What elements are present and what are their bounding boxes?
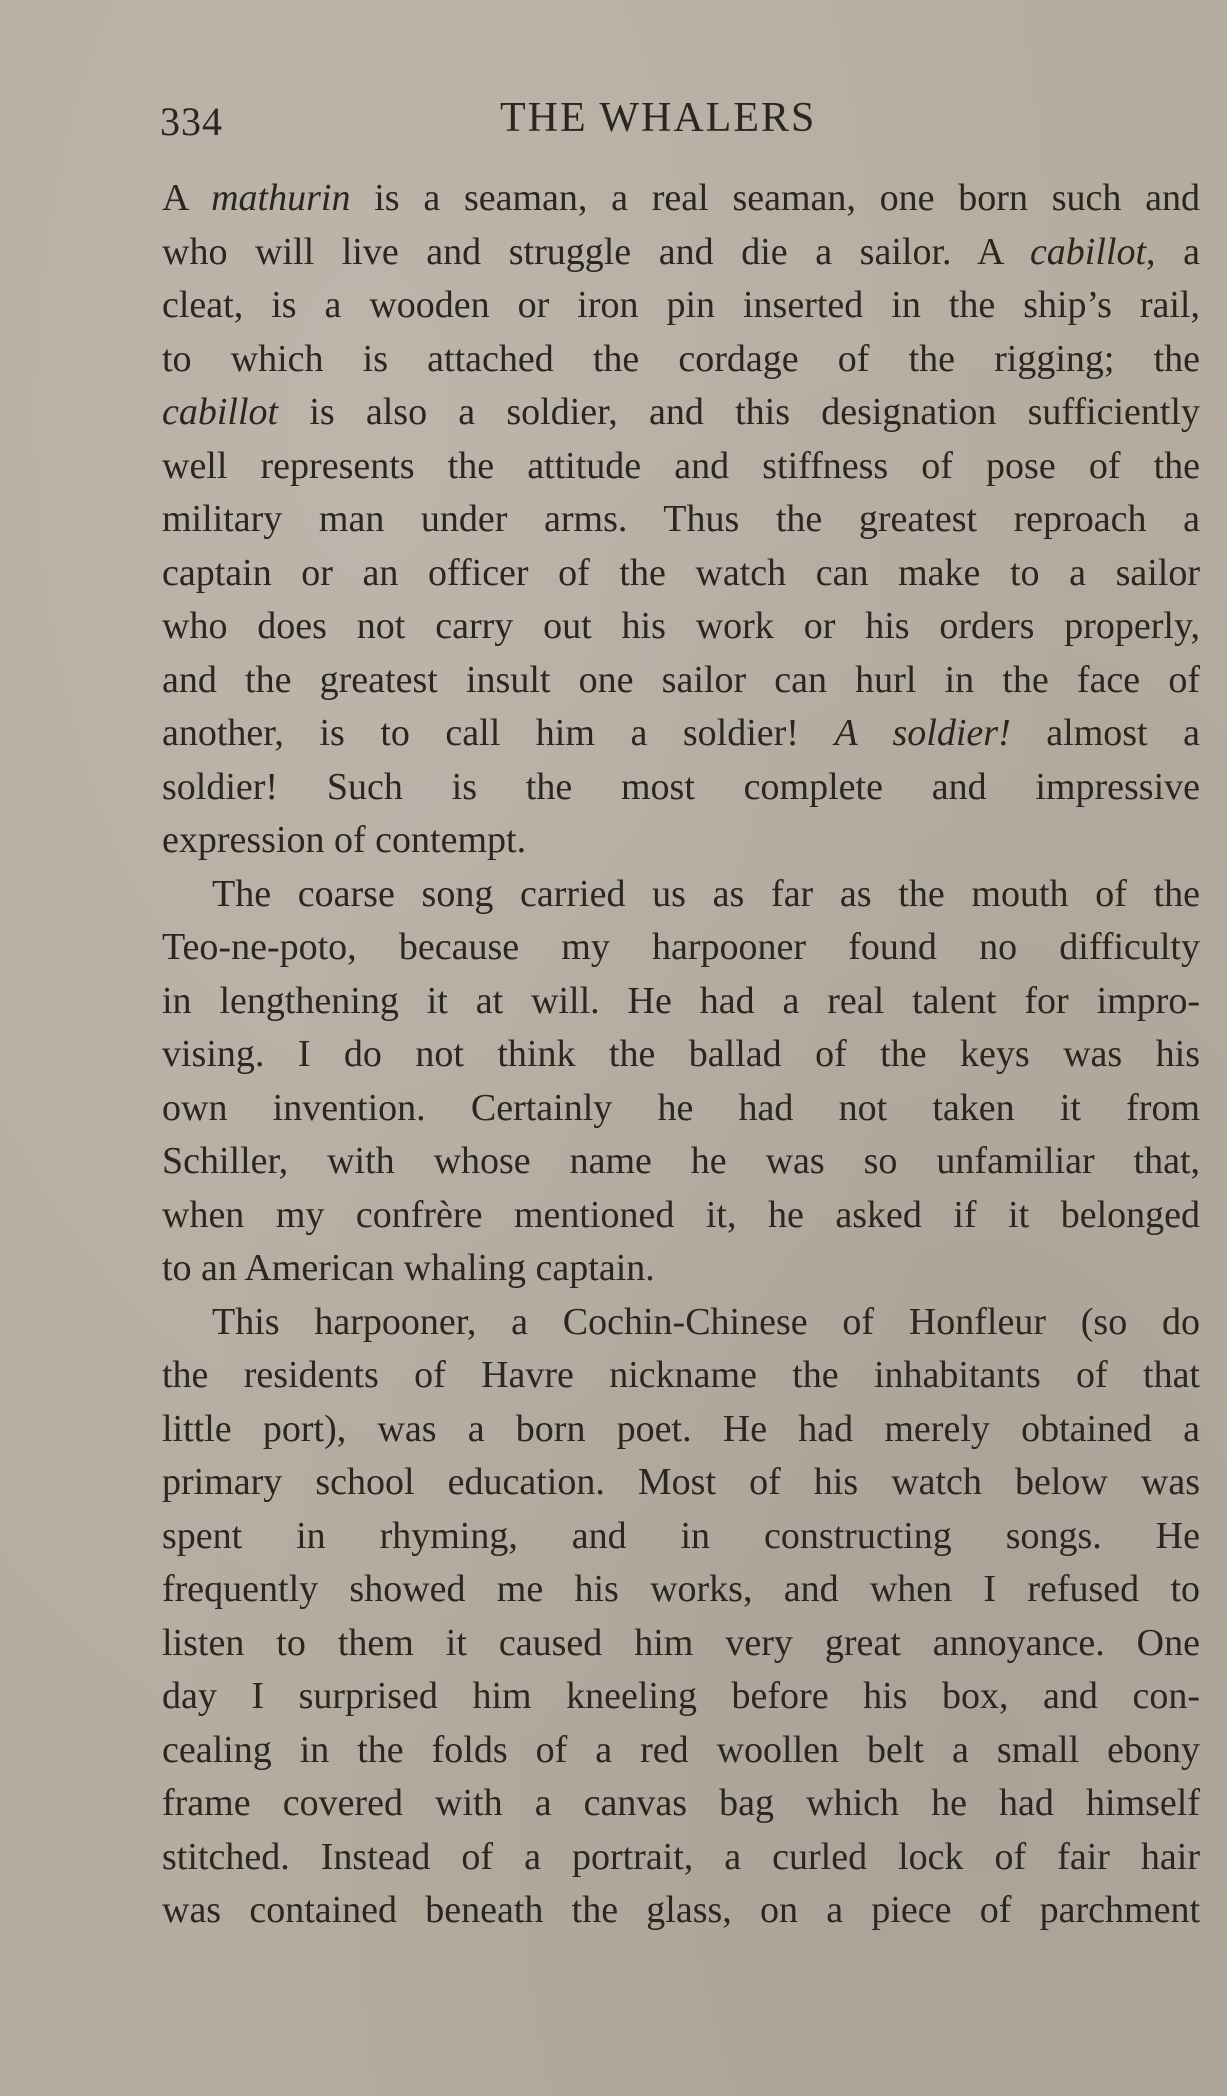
text-span: expression of contempt. [162, 819, 527, 861]
text-line [162, 172, 1200, 226]
text-span: primary school education. Most of his watch below was [162, 1461, 1200, 1503]
text-span: own invention. Certainly he had not taken it from [162, 1086, 1200, 1129]
text-span: military man under arms. Thus the greatest reproach a [162, 498, 1200, 540]
text-line [162, 493, 1200, 547]
text-line [162, 654, 1200, 708]
text-line [162, 1349, 1200, 1403]
italic-text: cabillot [1029, 230, 1147, 273]
text-line [162, 1724, 1200, 1778]
running-head [160, 88, 1200, 148]
text-span: when my confrère mentioned it, he asked if it belonged [162, 1193, 1200, 1236]
text-span: another, is to call him a soldier! [162, 712, 835, 754]
text-line [162, 600, 1200, 654]
page-number: 334 [160, 99, 223, 144]
text-span: to which is attached the cordage of the rigging; the [162, 337, 1200, 380]
text-span: to an American whaling captain. [162, 1247, 655, 1289]
text-span: well represents the attitude and stiffness of pose of the [162, 444, 1200, 487]
text-line [162, 1510, 1200, 1564]
text-span: is also a soldier, and this designation sufficiently [278, 391, 1200, 433]
text-span: cleat, is a wooden or iron pin inserted in the ship’s rail, [162, 284, 1200, 326]
text-line [162, 226, 1200, 280]
text-line [162, 1884, 1200, 1938]
text-line [162, 440, 1200, 494]
text-span: stitched. Instead of a portrait, a curled lock of fair hair [162, 1835, 1200, 1878]
text-line [162, 1403, 1200, 1457]
text-line [162, 1135, 1200, 1189]
italic-text: A soldier! [834, 712, 1011, 754]
text-span: vising. I do not think the ballad of the keys was his [162, 1033, 1200, 1075]
text-span: Teo-ne-poto, because my harpooner found no difficulty [162, 926, 1200, 968]
text-span: A [162, 177, 212, 219]
text-span: in lengthening it at will. He had a real talent for impro- [162, 979, 1200, 1022]
text-span: is a seaman, a real seaman, one born such and [350, 177, 1200, 219]
text-span: The coarse song carried us as far as the mouth of the [212, 872, 1200, 915]
text-span: who does not carry out his work or his orders properly, [162, 605, 1200, 647]
text-line [162, 975, 1200, 1029]
text-line [162, 1242, 1200, 1296]
text-span: frequently showed me his works, and when I refused to [162, 1568, 1200, 1610]
text-span: who will live and struggle and die a sailor. A [162, 230, 1030, 273]
text-line [162, 386, 1200, 440]
text-span: This harpooner, a Cochin-Chinese of Honfleur (so do [212, 1300, 1200, 1343]
text-span: Schiller, with whose name he was so unfamiliar that, [162, 1140, 1200, 1182]
text-line [162, 1028, 1200, 1082]
text-span: frame covered with a canvas bag which he had himself [162, 1782, 1200, 1824]
text-line [162, 1777, 1200, 1831]
running-title: THE WHALERS [500, 95, 817, 141]
text-line [162, 1189, 1200, 1243]
text-line [162, 1082, 1200, 1136]
italic-text: cabillot [162, 391, 279, 433]
text-line [162, 1296, 1200, 1350]
text-line [162, 1617, 1200, 1671]
italic-text: mathurin [211, 177, 351, 219]
text-span: soldier! Such is the most complete and impressive [162, 765, 1200, 808]
text-span: , a [1146, 230, 1200, 273]
text-line [162, 547, 1200, 601]
text-line [162, 814, 1200, 868]
text-span: the residents of Havre nickname the inhabitants of that [162, 1354, 1200, 1396]
text-span: day I surprised him kneeling before his box, and con- [162, 1675, 1200, 1717]
text-span: and the greatest insult one sailor can hurl in the face of [162, 658, 1200, 701]
text-line [162, 707, 1200, 761]
text-span: captain or an officer of the watch can make to a sailor [162, 551, 1200, 594]
text-line [162, 921, 1200, 975]
text-line [162, 279, 1200, 333]
text-span: was contained beneath the glass, on a piece of parchment [162, 1889, 1200, 1931]
text-line [162, 1831, 1200, 1885]
text-span: almost a [1010, 712, 1200, 754]
body-text [162, 172, 1200, 1938]
text-span: listen to them it caused him very great annoyance. One [162, 1621, 1200, 1664]
text-line [162, 333, 1200, 387]
text-span: little port), was a born poet. He had merely obtained a [162, 1407, 1200, 1450]
text-line [162, 868, 1200, 922]
text-line [162, 761, 1200, 815]
text-span: cealing in the folds of a red woollen belt a small ebony [162, 1728, 1200, 1771]
text-line [162, 1563, 1200, 1617]
text-line [162, 1456, 1200, 1510]
text-span: spent in rhyming, and in constructing songs. He [162, 1514, 1200, 1557]
text-line [162, 1670, 1200, 1724]
